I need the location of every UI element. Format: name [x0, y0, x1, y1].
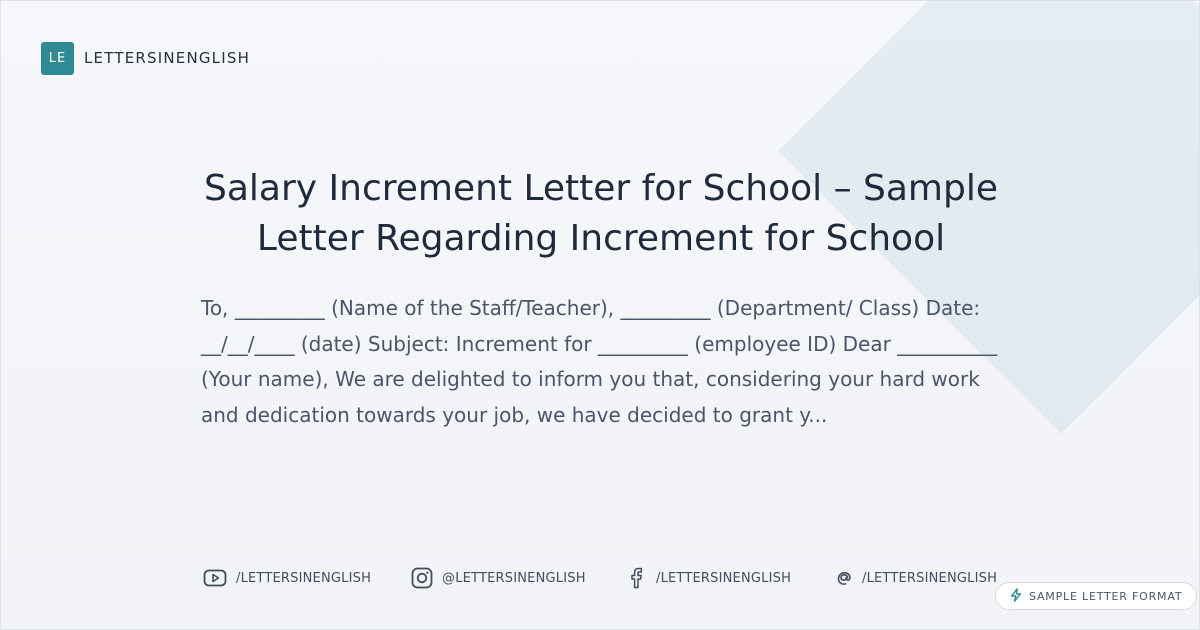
social-links	[203, 566, 1003, 590]
social-threads-handle: /LETTERSINENGLISH	[862, 570, 998, 586]
facebook-icon	[629, 567, 647, 589]
social-facebook-handle: /LETTERSINENGLISH	[656, 570, 792, 586]
social-youtube[interactable]	[203, 566, 371, 590]
brand-logo[interactable]	[41, 41, 250, 75]
instagram-icon	[411, 567, 433, 589]
lightning-icon	[1010, 588, 1022, 605]
social-youtube-handle: /LETTERSINENGLISH	[236, 570, 372, 586]
social-instagram-handle: @LETTERSINENGLISH	[442, 570, 586, 586]
article-excerpt: To, _________ (Name of the Staff/Teacher), _________ (Department/ Class) Date: __/__/____ (date) Subject: Increment for _________ (employee ID) Dear __________ (Your name), We are delighted to inform you that, considering your hard work and dedication towards your job, we have decided to grant y...	[201, 296, 998, 427]
article-title: Salary Increment Letter for School – Sample Letter Regarding Increment for School	[203, 168, 999, 259]
social-facebook[interactable]	[629, 566, 791, 590]
social-threads[interactable]	[835, 566, 997, 590]
brand-name: LETTERSINENGLISH	[84, 49, 251, 67]
youtube-icon	[203, 568, 227, 588]
brand-badge: LE	[41, 42, 74, 75]
category-tag-label: SAMPLE LETTER FORMAT	[1029, 589, 1183, 603]
social-instagram[interactable]	[411, 566, 586, 590]
threads-icon	[835, 568, 853, 588]
category-tag[interactable]	[995, 582, 1197, 610]
